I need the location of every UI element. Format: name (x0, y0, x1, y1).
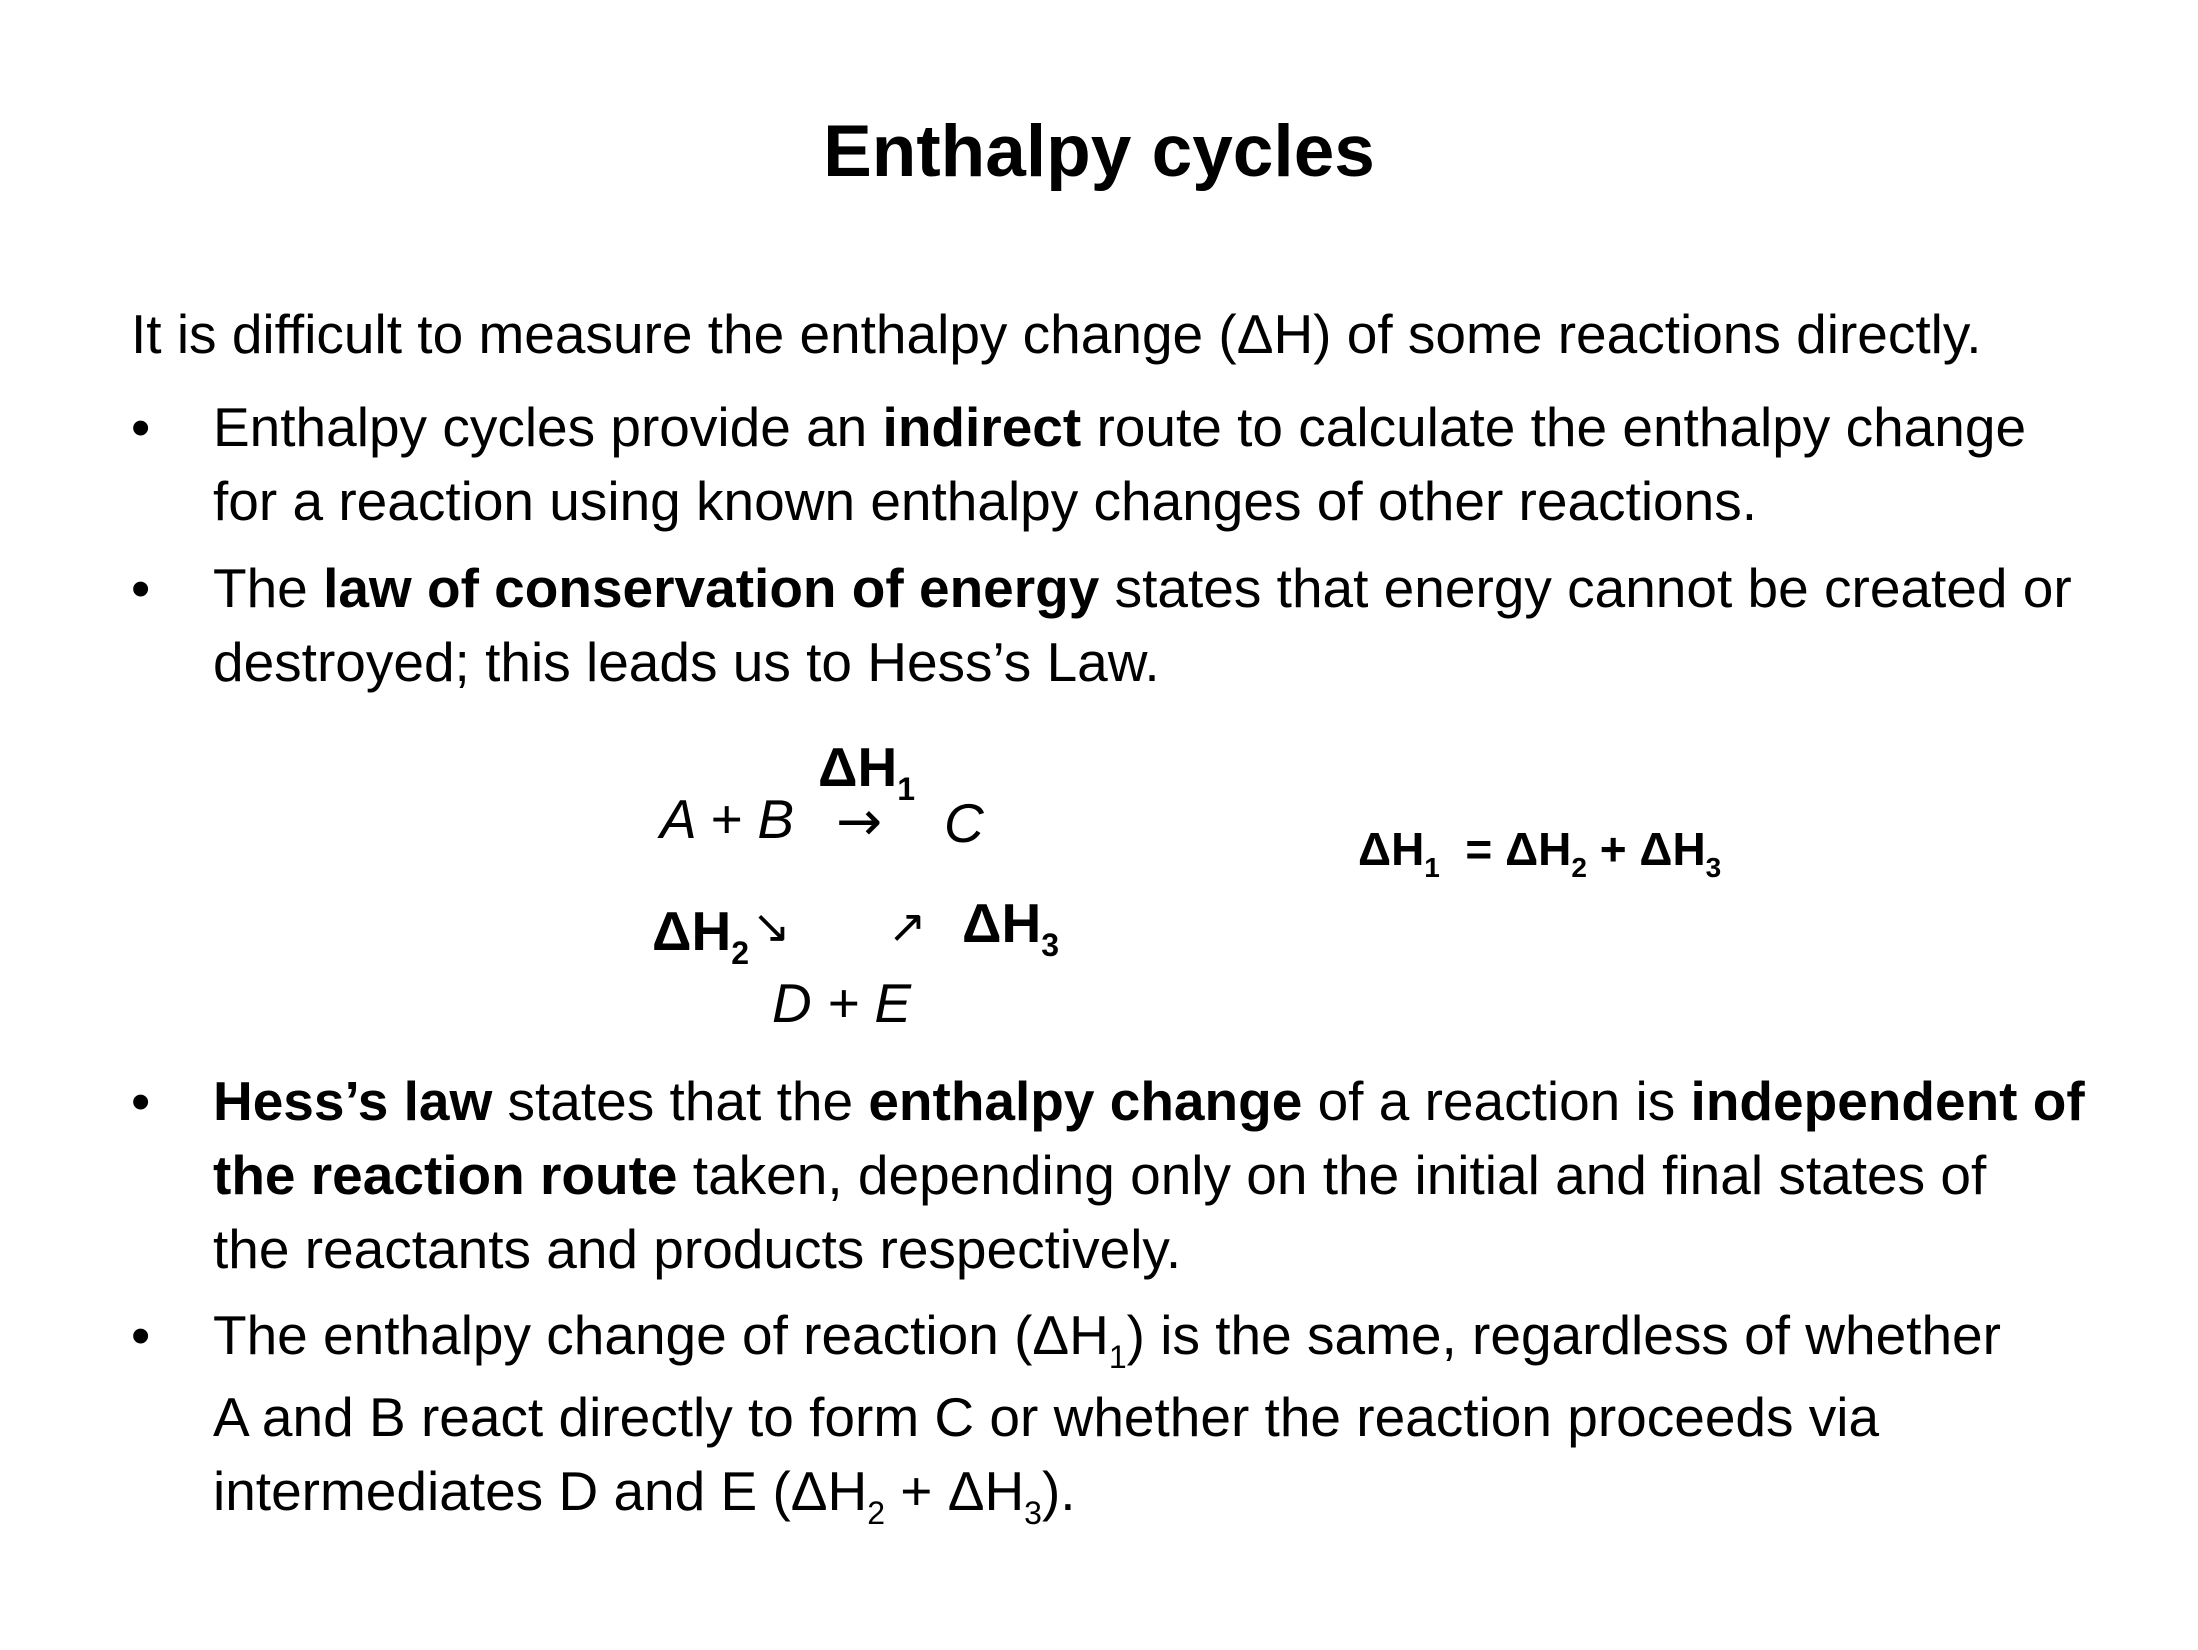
bold-term: law of conservation of energy (323, 557, 1100, 619)
bullet-line: destroyed; this leads us to Hess’s Law. (213, 631, 1160, 693)
delta-h3-label (962, 892, 1060, 963)
delta-h-text: ΔH (652, 900, 732, 962)
subscript: 2 (867, 1495, 886, 1531)
text-run: The enthalpy change of reaction (ΔH (213, 1304, 1109, 1366)
bullet-line: A and B react directly to form C or whether the reaction proceeds via (213, 1386, 1880, 1448)
intermediates: D + E (772, 972, 912, 1034)
bullet-line: for a reaction using known enthalpy changes of other reactions. (213, 470, 1758, 532)
bold-term: Hess’s law (213, 1070, 493, 1132)
bold-term: the reaction route (213, 1144, 678, 1206)
eq-text: + ΔH (1586, 823, 1706, 875)
arrow-up-right-icon (888, 896, 927, 951)
bullet-dot: • (131, 557, 151, 619)
reactants: A + B (660, 788, 795, 850)
bullet-text (213, 1298, 2198, 1536)
text-run: states that the (492, 1070, 869, 1132)
hess-equation (1358, 822, 1722, 883)
arrow-down-right-icon (752, 896, 791, 951)
bold-term: independent of (1690, 1070, 2085, 1132)
bullet-line (213, 551, 2198, 625)
slide-title: Enthalpy cycles (823, 111, 1375, 192)
text-run: states that energy cannot be created or (1099, 557, 2072, 619)
bullet-line (213, 1454, 2198, 1536)
subscript: 3 (1024, 1495, 1042, 1531)
text-run: taken, depending only on the initial and final states of (677, 1144, 1987, 1206)
text-run: ). (1041, 1460, 1076, 1522)
bullet-line: the reactants and products respectively. (213, 1218, 1182, 1280)
subscript: 1 (1108, 1339, 1127, 1375)
arrow-glyph: ↘ (752, 899, 791, 953)
text-run: ) is the same, regardless of whether (1126, 1304, 2001, 1366)
eq-text: ΔH (1358, 823, 1425, 875)
bullet-line (213, 390, 2198, 464)
subscript: 3 (1041, 927, 1060, 963)
bullet-line (213, 1298, 2198, 1380)
subscript: 1 (897, 771, 916, 807)
text-run: The (213, 557, 324, 619)
bold-term: enthalpy change (868, 1070, 1303, 1132)
arrow-right-icon (836, 789, 883, 853)
subscript: 2 (731, 935, 750, 971)
arrow-glyph: ↗ (888, 899, 927, 953)
subscript: 1 (1424, 852, 1440, 883)
bullet-dot: • (131, 1304, 151, 1366)
subscript: 3 (1705, 852, 1722, 883)
delta-h2-label (652, 900, 750, 971)
text-run: intermediates D and E (ΔH (213, 1460, 868, 1522)
bullet-text (213, 1064, 2198, 1286)
product: C (944, 792, 984, 854)
arrow-glyph: → (836, 789, 883, 853)
bullet-dot: • (131, 396, 151, 458)
intro-text: It is difficult to measure the enthalpy change (ΔH) of some reactions directly. (131, 303, 1982, 365)
subscript: 2 (1571, 852, 1587, 883)
text-run: + ΔH (885, 1460, 1025, 1522)
bullet-line (213, 1064, 2198, 1138)
eq-text: = ΔH (1439, 823, 1572, 875)
bullet-dot: • (131, 1070, 151, 1132)
text-run: Enthalpy cycles provide an (213, 396, 883, 458)
delta-h-text: ΔH (818, 736, 898, 798)
bullet-text (213, 551, 2198, 699)
text-run: route to calculate the enthalpy change (1081, 396, 2027, 458)
delta-h-text: ΔH (962, 892, 1042, 954)
bullet-text (213, 390, 2198, 538)
bullet-line (213, 1138, 2198, 1212)
delta-h1-label (818, 736, 916, 807)
text-run: of a reaction is (1302, 1070, 1691, 1132)
bold-term: indirect (882, 396, 1082, 458)
